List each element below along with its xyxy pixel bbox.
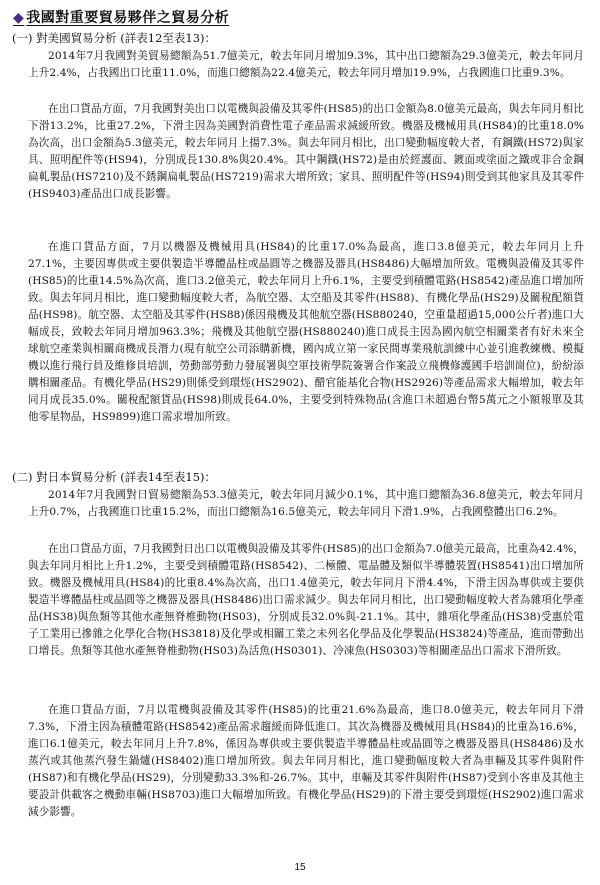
paragraph-japan-imports: 在進口貨品方面，7月以電機與設備及其零件(HS85)的比重21.6%為最高，進口8.0億美元，較去年同月下滑7.3%，下滑主因為積體電路(HS8542)產品需求趨緩而降低進口。其次為機器及機械用具(HS84)的比重為16.6%，進口6.1億美元，較去年同月上升7.8%，係因為專供或主要供製造半導體晶柱或晶圓等之機器及器具(HS8486)及水蒸汽或其他蒸汽發生鍋爐(HS8402)進口增加所致。與去年同月相比，進口變動幅度較大者為車輛及其零件與附件(HS87)和有機化學品(HS29)，分別變動33.3%和-26.7%。其中，車輛及其零件與附件(HS87)受到小客車及其他主要設計供載客之機動車輛(HS8703)進口大幅增加所致。有機化學品(HS29)的下滑主要受到環烴(HS2902)進口需求減少影響。 <box>28 704 584 818</box>
paragraph-usa-overview: 2014年7月我國對美貿易總額為51.7億美元，較去年同月增加9.3%，其中出口總額為29.3億美元，較去年同月上升2.4%，占我國出口比重11.0%，而進口總額為22.4億美元，較去年同月增加19.9%，占我國進口比重9.3%。 <box>28 50 584 79</box>
paragraph-japan-exports: 在出口貨品方面，7月我國對日出口以電機與設備及其零件(HS85)的出口金額為7.0億美元最高，比重為42.4%，與去年同月相比上升1.2%，主要受到積體電路(HS8542)、二極體、電晶體及類似半導體裝置(HS8541)出口增加所致。機器及機械用具(HS84)的比重8.4%為次高，出口1.4億美元，較去年同月下滑4.4%，下滑主因為專供或主要供製造半導體晶柱或晶圓等之機器及器具(HS8486)出口需求減少。與去年同月相比，出口變動幅度較大者為雜項化學產品(HS38)與魚類等其他水產無脊椎動物(HS03)，分別成長32.0%與-21.1%。其中，雜項化學產品(HS38)受惠於電子工業用已摻雜之化學化合物(HS3818)及化學或相關工業之未列名化學品及化學製品(HS3824)等產品，進而帶動出口增長。魚類等其他水產無脊椎動物(HS03)為活魚(HS0301)、冷凍魚(HS0303)等相關產品出口需求下滑所致。 <box>28 543 584 657</box>
section-heading-japan: (二) 對日本貿易分析 (詳表14至表15)： <box>12 470 217 484</box>
paragraph-japan-overview: 2014年7月我國對日貿易總額為53.3億美元，較去年同月減少0.1%，其中進口總額為36.8億美元，較去年同月上升0.7%，占我國進口比重15.2%，而出口總額為16.5億美元，較去年同月下滑1.9%，占我國整體出口6.2%。 <box>28 489 584 518</box>
paragraph-usa-imports: 在進口貨品方面，7月以機器及機械用具(HS84)的比重17.0%為最高，進口3.8億美元，較去年同月上升27.1%，主要因專供或主要供製造半導體晶柱或晶圓等之機器及器具(HS8486)大幅增加所致。電機與設備及其零件(HS85)的比重14.5%為次高，進口3.2億美元，較去年同月上升6.1%，主要受到積體電路(HS8542)產品進口增加所致。與去年同月相比，進口變動幅度較大者，為航空器、太空船及其零件(HS88)、有機化學品(HS29)及關稅配額貨品(HS98)。航空器、太空船及其零件(HS88)係因飛機及其他航空器(HS880240，空重量超過15,000公斤者)進口大幅成長，致較去年同月增加963.3%；飛機及其他航空器(HS880240)進口成長主因為國內航空相關業者有好未來全球航空產業與相關商機成長潛力(現有航空公司添購新機，國內成立第一家民間專業飛航訓練中心並引進教練機、模擬機以進行飛行員及維修員培訓，勞動部勞動力發展署與空軍技術學院簽署合作案設立飛機修護國手培訓崗位)，紛紛添購相關產品。有機化學品(HS29)則係受到環烴(HS2902)、醋官能基化合物(HS2926)等產品需求大幅增加，較去年同月成長35.0%。關稅配額貨品(HS98)則成長64.0%，主要受到特殊物品(含進口未超過台幣5萬元之小額報單及其他零星物品，HS9899)進口需求增加所致。 <box>28 241 584 423</box>
diamond-bullet-icon: ◆ <box>13 10 25 26</box>
page-number: 15 <box>294 862 306 873</box>
page-title-text: 我國對重要貿易夥伴之貿易分析 <box>26 10 230 26</box>
page-title <box>13 7 229 27</box>
section-heading-usa: (一) 對美國貿易分析 (詳表12至表13)： <box>12 31 217 45</box>
paragraph-usa-exports: 在出口貨品方面，7月我國對美出口以電機與設備及其零件(HS85)的出口金額為8.0億美元最高，與去年同月相比下滑13.2%，比重27.2%，下滑主因為美國對消費性電子產品需求減緩所致。機器及機械用具(HS84)的比重18.0%為次高，出口金額為5.3億美元，較去年同月上揚7.3%。與去年同月相比，出口變動幅度較大者，有鋼鐵(HS72)與家具、照明配件等(HS94)，分別成長130.8%與20.4%。其中鋼鐵(HS72)是由於經護面、鍍面或塗面之鐵或非合金鋼扁軋製品(HS7210)及不銹鋼扁軋製品(HS7219)需求大增所致；家具、照明配件等(HS94)則受到其他家具及其零件(HS9403)產品出口成長影響。 <box>28 103 584 200</box>
